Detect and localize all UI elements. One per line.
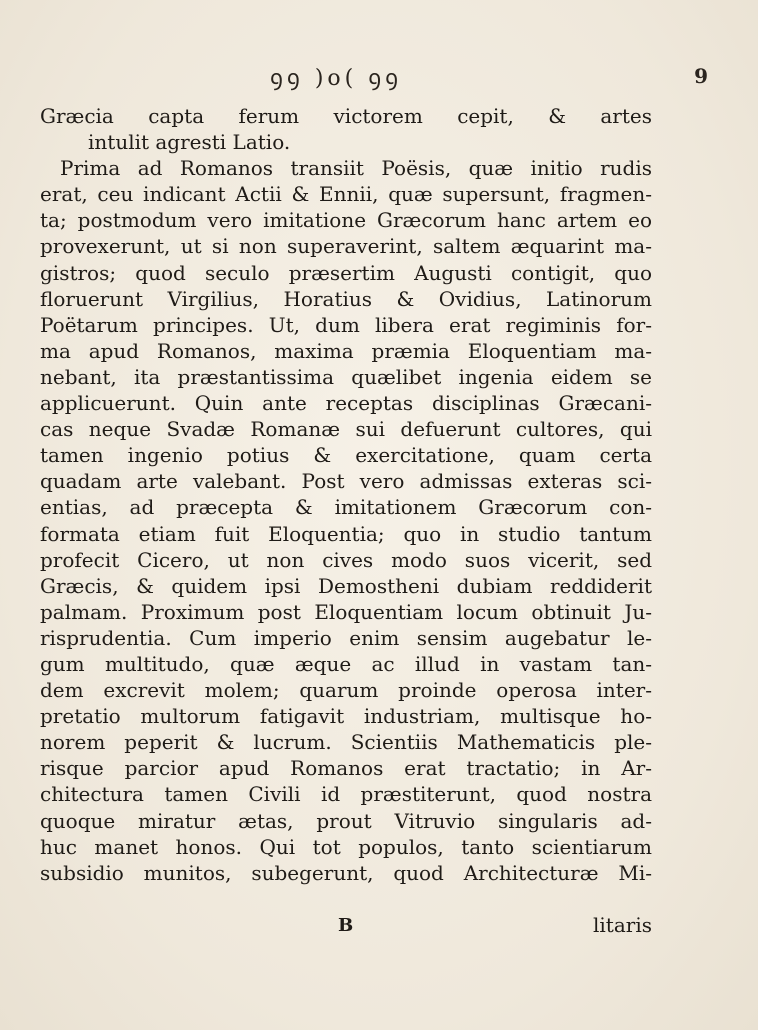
body-text [40,103,652,886]
text-line: gum multitudo, quæ æque ac illud in vastam tan- [40,651,652,676]
text-line: pretatio multorum fatigavit industriam, multisque ho- [40,704,652,729]
text-line: ta; postmodum vero imitatione Græcorum hanc artem eo [40,208,652,233]
text-line: risque parcior apud Romanos erat tractatio; in Ar- [40,756,652,781]
text-line: cas neque Svadæ Romanæ sui defuerunt cultores, qui [40,417,652,442]
text-line: profecit Cicero, ut non cives modo suos vicerit, sed [40,547,652,572]
text-line: entias, ad præcepta & imitationem Græcorum con- [40,495,652,520]
text-line: Græcis, & quidem ipsi Demostheni dubiam reddiderit [40,573,652,598]
text-line: subsidio munitos, subegerunt, quod Architecturæ Mi- [40,860,652,885]
text-line: Græcia capta ferum victorem cepit, & artes [40,104,652,128]
text-line: tamen ingenio potius & exercitatione, quam certa [40,443,652,468]
text-line: dem excrevit molem; quarum proinde operosa inter- [40,678,652,703]
text-line: intulit agresti Latio. [88,130,291,155]
text-line: provexerunt, ut si non superaverint, saltem æquarint ma- [40,234,652,259]
page-header [40,62,708,91]
text-line: ma apud Romanos, maxima præmia Eloquentiam ma- [40,338,652,363]
text-line: norem peperit & lucrum. Scientiis Mathematicis ple- [40,730,652,755]
text-line: nebant, ita præstantissima quælibet ingenia eidem se [40,364,652,389]
catchword: litaris [593,913,652,937]
text-line: Poëtarum principes. Ut, dum libera erat regiminis for- [40,312,652,337]
text-line: applicuerunt. Quin ante receptas disciplinas Græcani- [40,391,652,416]
text-line: gistros; quod seculo præsertim Augusti contigit, quo [40,260,652,285]
text-line: Prima ad Romanos transiit Poësis, quæ initio rudis [60,156,652,181]
text-line: risprudentia. Cum imperio enim sensim augebatur le- [40,625,652,650]
text-line: huc manet honos. Qui tot populos, tanto scientiarum [40,834,652,859]
text-line: palmam. Proximum post Eloquentiam locum obtinuit Ju- [40,599,652,624]
page-number: 9 [694,64,708,88]
header-ornament: ꝯꝯ )o( ꝯꝯ [270,66,403,91]
text-line: quoque miratur ætas, prout Vitruvio singularis ad- [40,808,652,833]
text-line: erat, ceu indicant Actii & Ennii, quæ supersunt, fragmen- [40,182,652,207]
text-line: floruerunt Virgilius, Horatius & Ovidius, Latinorum [40,286,652,311]
text-line: chitectura tamen Civili id præstiterunt, quod nostra [40,782,652,807]
text-line: formata etiam fuit Eloquentia; quo in studio tantum [40,521,652,546]
text-line: quadam arte valebant. Post vero admissas exteras sci- [40,469,652,494]
signature-mark: B [338,915,354,936]
page-footer [40,913,652,939]
